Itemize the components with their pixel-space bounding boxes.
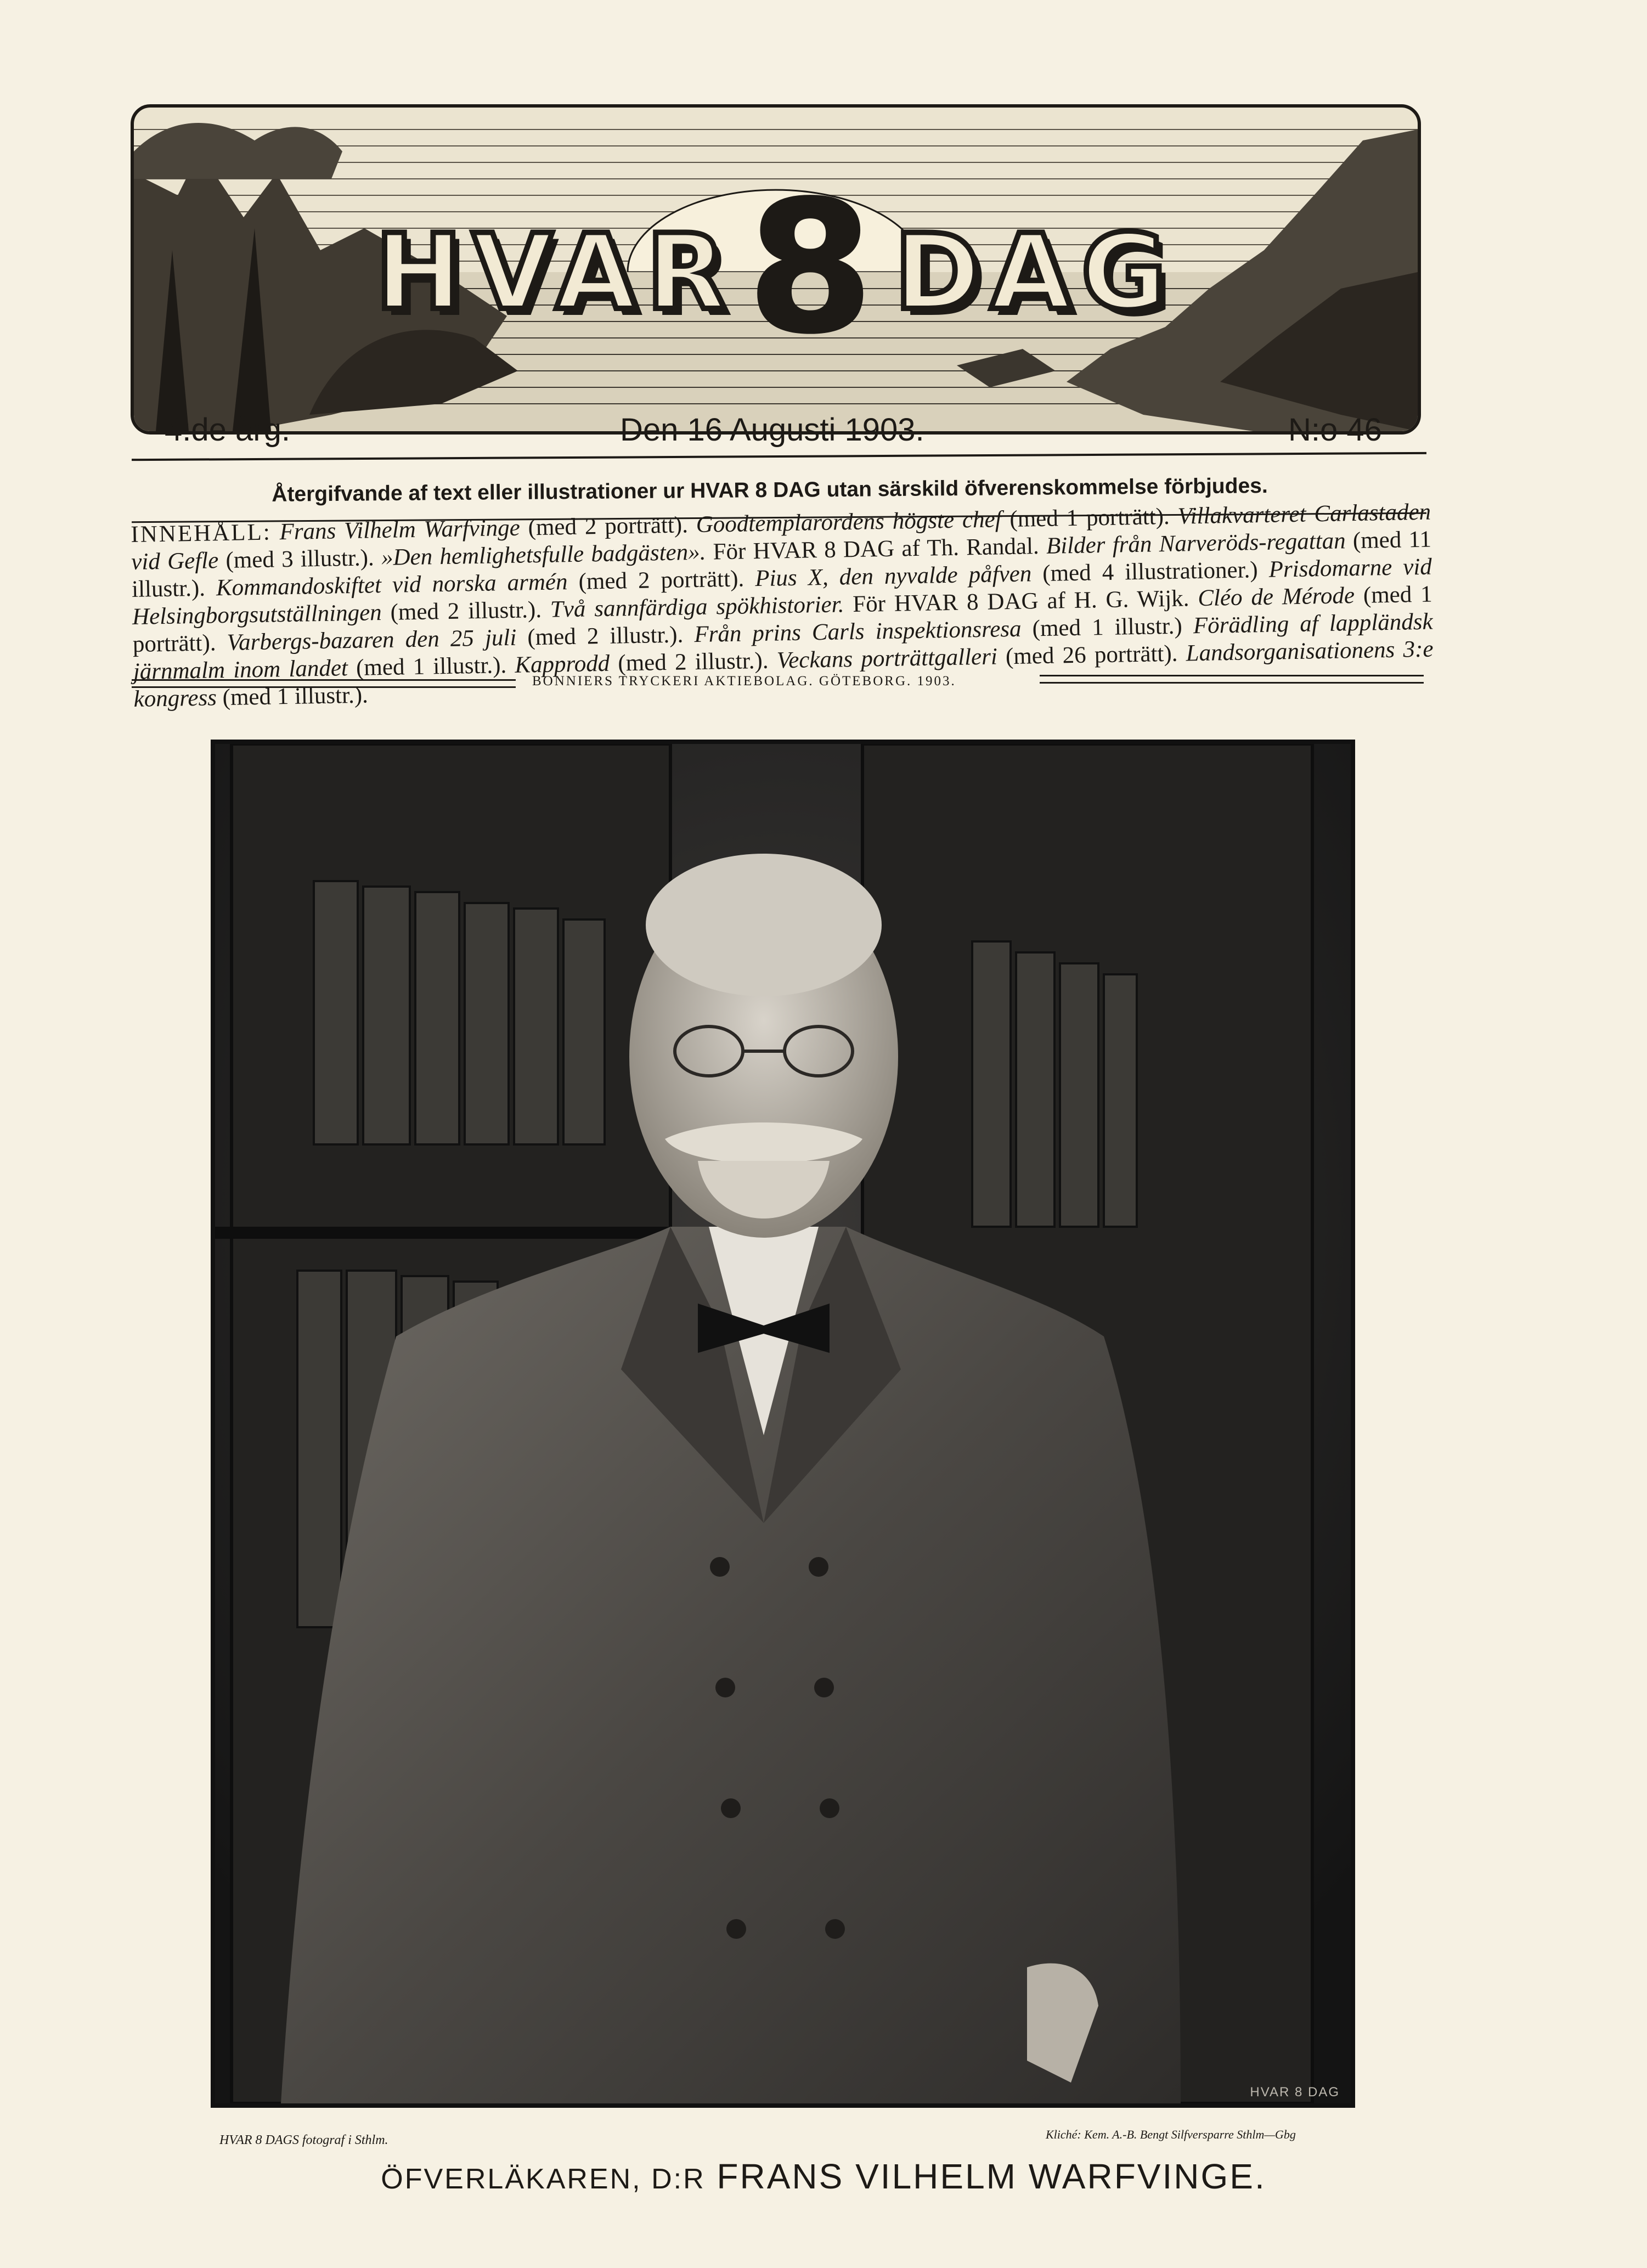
contents-item-note: För HVAR 8 DAG af H. G. Wijk. xyxy=(843,585,1198,618)
contents-item-title: Förädling af lappländsk järnmalm inom landet xyxy=(133,608,1433,685)
contents-item-title: »Den hemlighetsfulle badgästen». xyxy=(381,539,706,571)
contents-item-title: Prisdomarne vid Helsingborgsutställningen xyxy=(132,554,1432,630)
contents-item-note: (med 2 porträtt). xyxy=(520,512,697,541)
dateline xyxy=(153,411,1398,455)
engraving-credit: Kliché: Kem. A.-B. Bengt Silfversparre Sthlm—Gbg xyxy=(1046,2128,1296,2141)
contents-item-note: För HVAR 8 DAG af Th. Randal. xyxy=(705,533,1047,565)
contents-item-title: Cléo de Mérode xyxy=(1197,583,1355,612)
contents-item-title: Veckans porträttgalleri xyxy=(776,644,998,674)
contents-item-note: (med 4 illustrationer.) xyxy=(1031,556,1270,587)
contents-item-title: Landsorganisationens 3:e kongress xyxy=(133,636,1434,712)
contents-item-title: Villakvarteret Carlastaden vid Gefle xyxy=(131,499,1431,575)
contents-item-note: (med 2 porträtt). xyxy=(567,566,755,595)
contents-item-title: Från prins Carls inspektionsresa xyxy=(693,616,1022,648)
contents-item-title: Bilder från Narveröds-regattan xyxy=(1046,528,1346,559)
volume-label: 4:de årg. xyxy=(165,412,290,448)
photo-watermark: HVAR 8 DAG xyxy=(1250,2085,1340,2100)
masthead xyxy=(131,104,1421,435)
portrait-caption xyxy=(0,2156,1647,2197)
contents-item-note: (med 1 porträtt). xyxy=(1001,503,1178,533)
printer-imprint: BONNIERS TRYCKERI AKTIEBOLAG. GÖTEBORG. 1903. xyxy=(532,674,956,689)
contents-item-note: (med 1 illustr.) xyxy=(1021,613,1194,642)
contents-item-note: (med 1 porträtt). xyxy=(132,581,1433,657)
contents-item-note: (med 26 porträtt). xyxy=(997,640,1187,670)
contents-item-title: Kapprodd xyxy=(514,650,610,678)
contents-item-note: (med 3 illustr.). xyxy=(218,545,382,574)
contents-item-note: (med 1 illustr.). xyxy=(347,652,515,681)
contents-item-note: (med 1 illustr.). xyxy=(216,682,369,711)
contents-item-note: (med 2 illustr.). xyxy=(381,596,551,626)
caption-name: FRANS VILHELM WARFVINGE. xyxy=(717,2157,1266,2196)
printer-line xyxy=(132,674,1426,696)
portrait-photograph xyxy=(211,740,1355,2108)
portrait-image xyxy=(215,744,1351,2103)
issue-number: N:o 46 xyxy=(1288,412,1382,448)
issue-date: Den 16 Augusti 1903. xyxy=(620,412,924,448)
contents-item-title: Goodtemplarordens högste chef xyxy=(696,506,1002,538)
contents-item-title: Två sannfärdiga spökhistorier. xyxy=(550,591,844,623)
masthead-title-logo: HVAR8 DAG xyxy=(375,162,1177,373)
printer-rule-right xyxy=(1040,675,1424,684)
contents-item-note: (med 2 illustr.). xyxy=(609,647,777,676)
contents-item-note: (med 11 illustr.). xyxy=(131,526,1432,602)
printer-rule-left xyxy=(132,679,516,688)
reproduction-notice: Återgifvande af text eller illustrationer ur HVAR 8 DAG utan särskild öfverenskommelse förbjudes. xyxy=(272,474,1268,506)
contents-item-title: Frans Vilhelm Warfvinge xyxy=(279,515,521,545)
contents-item-note: (med 2 illustr.). xyxy=(516,622,695,651)
photographer-credit: HVAR 8 DAGS fotograf i Sthlm. xyxy=(219,2133,388,2147)
contents-item-title: Kommandoskiftet vid norska armén xyxy=(216,569,568,601)
contents-item-title: Pius X, den nyvalde påfven xyxy=(754,561,1032,592)
contents-label: INNEHÅLL: xyxy=(131,519,272,548)
contents-item-title: Varbergs-bazaren den 25 juli xyxy=(227,624,517,656)
caption-title: ÖFVERLÄKAREN, D:R xyxy=(381,2163,706,2195)
